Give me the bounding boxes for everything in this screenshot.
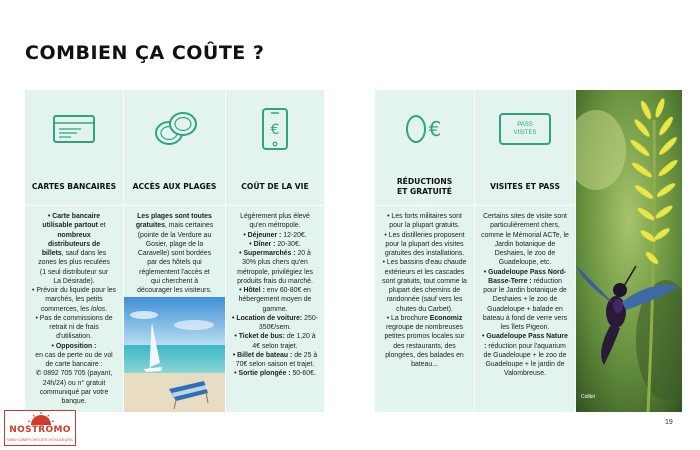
- column-header: ACCÈS AUX PLAGES: [124, 168, 225, 206]
- euro-phone-icon: [260, 107, 290, 151]
- header-line: RÉDUCTIONS: [396, 177, 453, 187]
- text: de 25 à 70€ selon saison et trajet.: [235, 351, 318, 368]
- bold-text: • Carte bancaire: [47, 213, 101, 220]
- pass-label: PASS: [517, 122, 533, 128]
- bold-text: • Hôtel :: [239, 287, 265, 294]
- text: ✆ 0892 705 705 (payant, 24h/24) ou n° gratuit communiqué par votre banque.: [35, 370, 113, 405]
- paragraph: [481, 332, 569, 378]
- paragraph: • Les bassins d'eau chaude extérieurs et les cascades sont gratuits, tout comme la plupart des chemins de randonnée (sauf vers les chutes du Carbet).: [382, 259, 467, 313]
- bold-text: • Guadeloupe Pass Nature :: [482, 333, 568, 350]
- column-body: [134, 212, 215, 295]
- text: regroupe de nombreuses petites promos locales sur des restaurants, des plongées, des balades en bateau...: [384, 324, 465, 368]
- coins-icon: [150, 109, 200, 149]
- hummingbird-image: [576, 90, 682, 412]
- column-header: [375, 168, 474, 206]
- column-body: [232, 212, 318, 379]
- paragraph: [232, 240, 318, 249]
- text: réduction pour le Jardin botanique de Deshaies + le zoo de Guadeloupe + balade en bateau à fond de verre vers les îlets Pigeon.: [482, 277, 568, 331]
- text: • La brochure: [386, 314, 428, 322]
- icon-area: [25, 90, 123, 168]
- text: .: [105, 305, 108, 313]
- bold-text: • Guadeloupe Pass Nord-Basse-Terre :: [483, 268, 567, 285]
- paragraph: [232, 286, 318, 314]
- text: 50-60€.: [290, 370, 316, 378]
- bold-text: • Location de voiture:: [232, 314, 303, 322]
- icon-area: [375, 90, 474, 168]
- card-column-acces-plages: [124, 90, 225, 412]
- bold-text: • Ticket de bus:: [234, 333, 285, 341]
- pass-ticket-icon: [497, 111, 553, 147]
- text: 250-350€/sem.: [258, 314, 318, 331]
- paragraph: [232, 369, 318, 378]
- icon-area: [226, 90, 324, 168]
- column-body: [481, 212, 569, 379]
- paragraph: [232, 314, 318, 333]
- bold-text: • Supermarchés :: [239, 250, 296, 257]
- paragraph: [232, 231, 318, 240]
- bold-text: distributeurs de: [47, 240, 101, 248]
- sun-logo-icon: [5, 412, 77, 426]
- bold-text: Les plages sont toutes gratuites: [135, 213, 212, 230]
- page-title: COMBIEN ÇA COÛTE ?: [25, 42, 265, 64]
- column-header: VISITES ET PASS: [475, 168, 575, 206]
- paragraph: [134, 212, 215, 295]
- visites-label: VISITES: [513, 130, 537, 136]
- bold-text: • Déjeuner :: [243, 231, 282, 239]
- paragraph: • Les distilleries proposent pour la plupart des visites gratuites des installations.: [384, 231, 465, 257]
- card-column-cartes-bancaires: [25, 90, 123, 412]
- credit-card-icon: [51, 112, 97, 146]
- bold-text: • Dîner :: [249, 240, 276, 248]
- bold-text: billets: [41, 250, 62, 257]
- bold-text: Economiz: [429, 314, 463, 322]
- text: réduction pour l'aquarium de Guadeloupe + le zoo de Guadeloupe + le jardin de Valombreuse.: [483, 342, 567, 378]
- italic-text: lolos: [91, 305, 106, 313]
- nostromo-logo[interactable]: [4, 410, 76, 446]
- icon-area: [124, 90, 225, 168]
- paragraph: • Les forts militaires sont pour la plupart gratuits.: [387, 213, 462, 230]
- paragraph: [31, 212, 117, 286]
- paragraph: Légèrement plus élevé qu'en métropole.: [240, 213, 310, 230]
- bold-text: • Sortie plongée :: [234, 370, 291, 378]
- text: • Prévoir du liquide pour les marchés, les petits commerces, les: [32, 287, 116, 313]
- paragraph: [232, 332, 318, 351]
- text: de 1,20 à 4€ selon trajet.: [252, 333, 316, 350]
- text: zones les plus reculées: [38, 259, 110, 267]
- page-number: 19: [665, 419, 673, 426]
- logo-subtitle: WEB COMPTOIR DES VOYAGEURS: [7, 438, 73, 442]
- paragraph: [31, 286, 117, 314]
- text: La Désirade).: [53, 277, 95, 285]
- column-header: CARTES BANCAIRES: [25, 168, 123, 206]
- paragraph: • Pas de commissions de retrait ni de frais d'utilisation.: [35, 314, 113, 341]
- paragraph: Certains sites de visite sont particulièrement chers, comme le Mémorial ACTe, le Jardin botanique de Deshaies, le zoo de Guadeloupe, etc.: [481, 213, 569, 267]
- card-column-reductions: [375, 90, 474, 412]
- text: et: [99, 222, 106, 230]
- text: , mais certaines (pointe de la Verdure au Gosier, plage de la Caravelle) sont bordées par des hôtels qui réglementent l'accès et qui cherchent à décourager les visiteurs.: [137, 222, 214, 294]
- text: (1 seul distributeur sur: [39, 268, 109, 276]
- bold-text: utilisable partout: [42, 222, 98, 230]
- paragraph: [232, 351, 318, 370]
- text: 12-20€.: [281, 231, 307, 239]
- text: , sauf dans les: [61, 250, 107, 257]
- card-column-visites-pass: [475, 90, 575, 412]
- logo-name: NOSTROMO: [9, 425, 71, 435]
- card-column-cout-vie: [226, 90, 324, 412]
- header-line: ET GRATUITÉ: [397, 186, 452, 196]
- bold-text: • Opposition :: [51, 342, 97, 350]
- text: 20 à 30% plus chers qu'en métropole, privilégiez les produits frais du marché.: [237, 250, 313, 285]
- photo-credit: Colibri: [581, 394, 596, 400]
- beach-image: [124, 297, 225, 412]
- svg-text:€: €: [270, 122, 280, 138]
- bold-text: nombreux: [57, 231, 91, 239]
- paragraph: [481, 268, 569, 333]
- paragraph: [381, 314, 468, 370]
- column-header: COÛT DE LA VIE: [226, 168, 324, 206]
- text: env 60-80€ en hébergement moyen de gamme.: [238, 287, 312, 313]
- hummingbird-photo: [576, 90, 682, 412]
- column-body: [381, 212, 468, 369]
- paragraph: [232, 249, 318, 286]
- paragraph: [31, 342, 117, 407]
- icon-area: [475, 90, 575, 168]
- svg-text:€: €: [428, 117, 441, 141]
- zero-euro-icon: [402, 111, 448, 147]
- text: 20-30€.: [275, 240, 301, 248]
- beach-photo: [124, 297, 225, 412]
- column-body: [31, 212, 117, 406]
- bold-text: • Billet de bateau :: [232, 351, 293, 359]
- text: en cas de perte ou de vol de carte bancaire :: [35, 351, 113, 368]
